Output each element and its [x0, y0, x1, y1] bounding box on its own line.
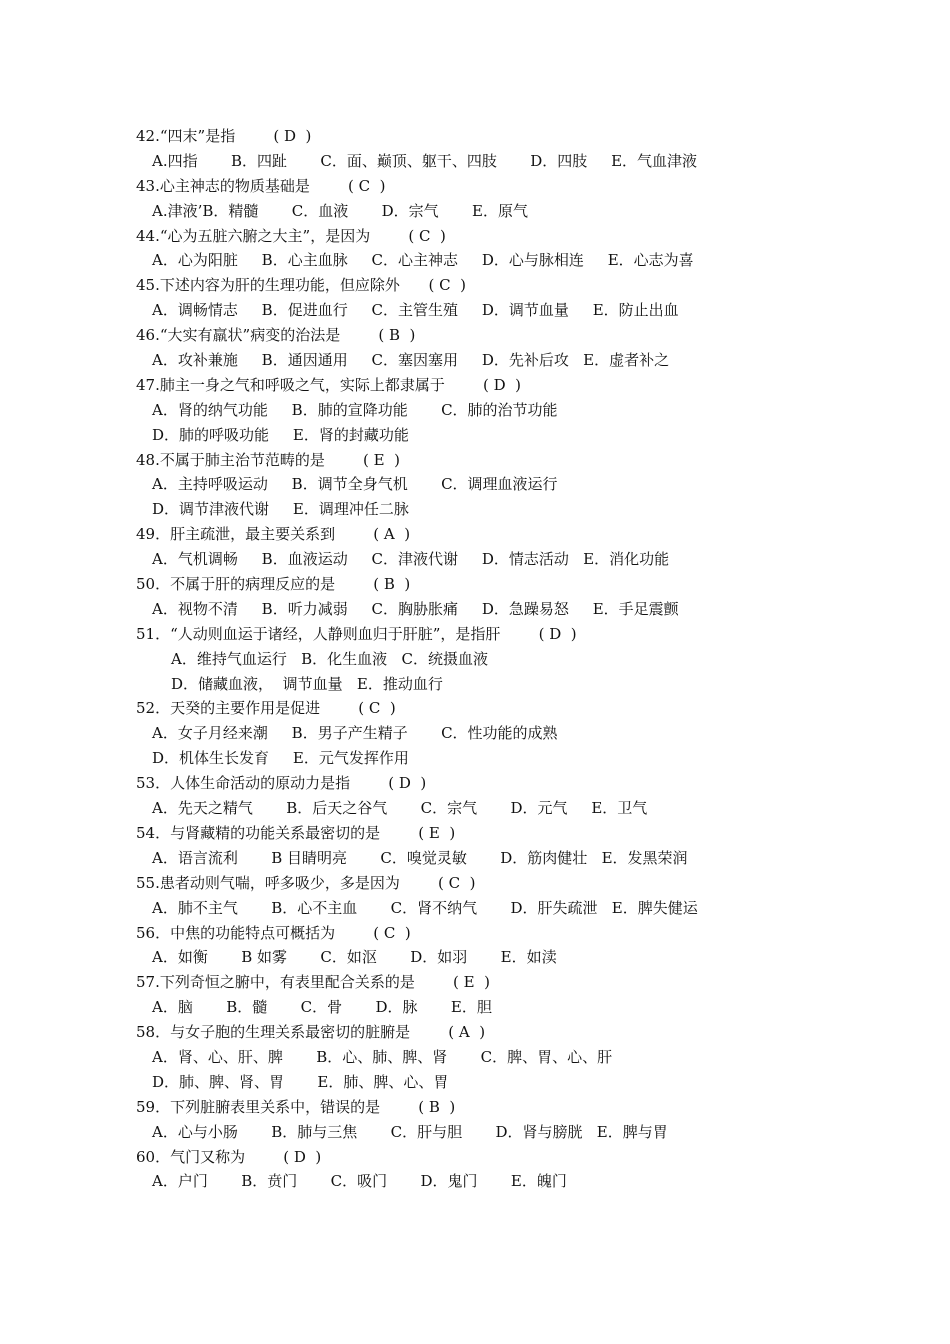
question-line: 55.患者动则气喘，呼多吸少，多是因为 ( C ) — [136, 873, 476, 892]
option-line: A．户门 B．贲门 C．吸门 D．鬼门 E．魄门 — [152, 1172, 567, 1191]
option-line: A．心与小肠 B．肺与三焦 C．肝与胆 D．肾与膀胱 E．脾与胃 — [152, 1122, 668, 1141]
question-line: 53．人体生命活动的原动力是指 ( D ) — [136, 774, 427, 793]
option-line: A.津液’B．精髓 C．血液 D．宗气 E．原气 — [152, 201, 528, 220]
option-line: A．调畅情志 B．促进血行 C．主管生殖 D．调节血量 E．防止出血 — [152, 301, 679, 320]
option-line: A．心为阳脏 B．心主血脉 C．心主神志 D．心与脉相连 E．心志为喜 — [152, 251, 694, 270]
question-line: 47.肺主一身之气和呼吸之气，实际上都隶属于 ( D ) — [136, 375, 522, 394]
option-line: A．语言流利 B 目睛明亮 C．嗅觉灵敏 D．筋肉健壮 E．发黑荣润 — [152, 848, 688, 867]
option-line: A．维持气血运行 B．化生血液 C．统摄血液 — [171, 649, 488, 668]
question-line: 58．与女子胞的生理关系最密切的脏腑是 ( A ) — [136, 1023, 486, 1042]
question-line: 46.“大实有羸状”病变的治法是 ( B ) — [136, 326, 416, 345]
option-line: A．肾的纳气功能 B．肺的宣降功能 C．肺的治节功能 — [152, 400, 558, 419]
option-line: A．视物不清 B．听力减弱 C．胸胁胀痛 D．急躁易怒 E．手足震颤 — [152, 599, 679, 618]
question-line: 60．气门又称为 ( D ) — [136, 1147, 322, 1166]
question-line: 43.心主神志的物质基础是 ( C ) — [136, 176, 386, 195]
question-line: 50．不属于肝的病理反应的是 ( B ) — [136, 575, 411, 594]
question-line: 54．与肾藏精的功能关系最密切的是 ( E ) — [136, 823, 456, 842]
question-line: 42.“四末”是指 ( D ) — [136, 127, 312, 145]
option-line: A．主持呼吸运动 B．调节全身气机 C．调理血液运行 — [152, 475, 558, 494]
option-line: D．调节津液代谢 E．调理冲任二脉 — [152, 500, 409, 519]
option-line: A．肺不主气 B．心不主血 C．肾不纳气 D．肝失疏泄 E．脾失健运 — [152, 898, 698, 917]
option-line: A．如衡 B 如雾 C．如沤 D．如羽 E．如渎 — [152, 948, 557, 967]
question-line: 57.下列奇恒之腑中，有表里配合关系的是 ( E ) — [136, 973, 490, 992]
question-line: 45.下述内容为肝的生理功能，但应除外 ( C ) — [136, 276, 466, 295]
option-line: A．先天之精气 B．后天之谷气 C．宗气 D．元气 E．卫气 — [152, 799, 648, 818]
option-line: A.四指 B．四趾 C．面、巅顶、躯干、四肢 D．四肢 E．气血津液 — [152, 151, 698, 170]
document-body — [0, 124, 950, 1194]
option-line: A．气机调畅 B．血液运动 C．津液代谢 D．情志活动 E．消化功能 — [152, 550, 670, 569]
question-line: 59．下列脏腑表里关系中，错误的是 ( B ) — [136, 1097, 456, 1116]
option-line: A．攻补兼施 B．通因通用 C．塞因塞用 D．先补后攻 E．虚者补之 — [152, 351, 670, 370]
option-line: D．储藏血液， 调节血量 E．推动血行 — [171, 674, 443, 693]
option-line: D．肺、脾、肾、胃 E．肺、脾、心、胃 — [152, 1072, 449, 1091]
question-line: 49．肝主疏泄，最主要关系到 ( A ) — [136, 525, 411, 544]
option-line: A．女子月经来潮 B．男子产生精子 C．性功能的成熟 — [152, 724, 558, 743]
question-line: 44.“心为五脏六腑之大主”，是因为 ( C ) — [136, 226, 446, 245]
question-line: 51．“人动则血运于诸经，人静则血归于肝脏”，是指肝 ( D ) — [136, 624, 577, 643]
option-line: A．肾、心、肝、脾 B．心、肺、脾、肾 C．脾、胃、心、肝 — [152, 1047, 613, 1066]
option-line: D．机体生长发育 E．元气发挥作用 — [152, 749, 409, 768]
question-line: 52．天癸的主要作用是促进 ( C ) — [136, 699, 396, 718]
question-line: 56．中焦的功能特点可概括为 ( C ) — [136, 923, 411, 942]
option-line: D．肺的呼吸功能 E．肾的封藏功能 — [152, 425, 409, 444]
question-line: 48.不属于肺主治节范畴的是 ( E ) — [136, 450, 400, 469]
option-line: A．脑 B．髓 C．骨 D．脉 E．胆 — [152, 998, 492, 1017]
